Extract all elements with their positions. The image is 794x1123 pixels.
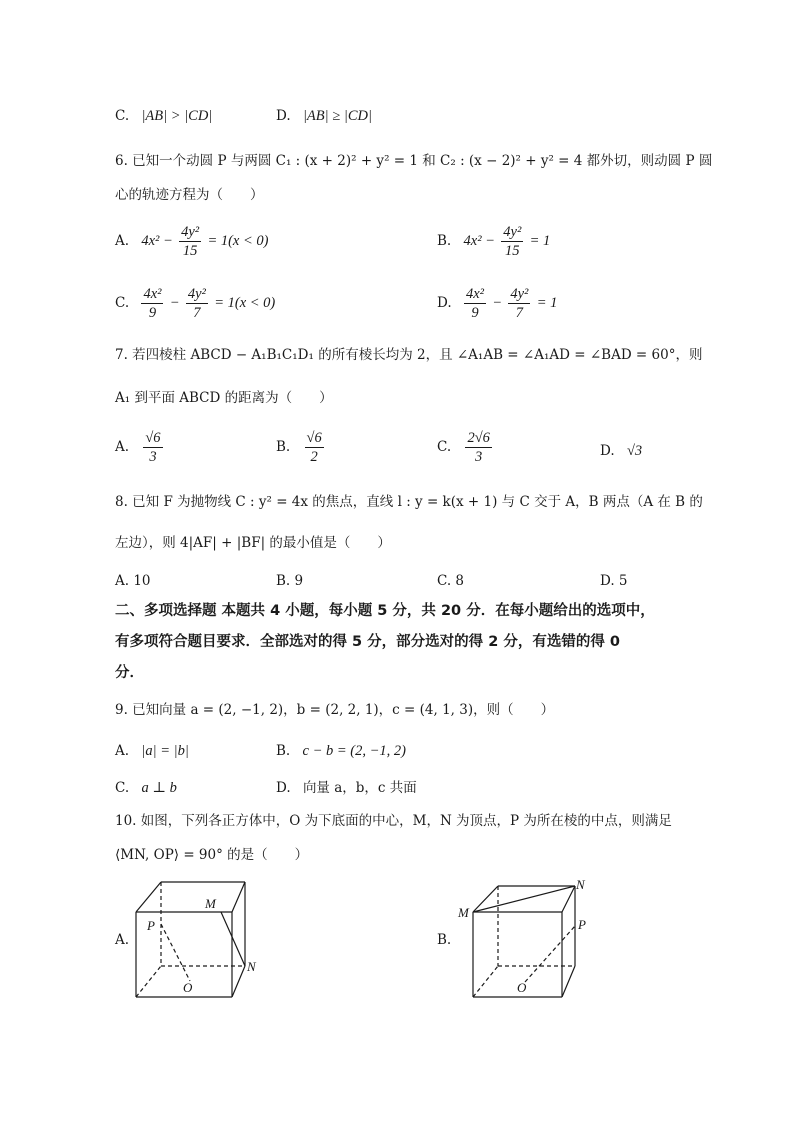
hidden-edge (473, 966, 498, 997)
option-post: = 1(x < 0) (214, 295, 276, 311)
option-pre: 4x² − (463, 233, 495, 249)
section-heading-line3: 分． (115, 665, 144, 681)
q5-option-c (115, 107, 212, 125)
q5-option-d (276, 107, 372, 125)
fraction: $\frac{\text{4x²}}{9}$ (465, 286, 484, 321)
option-value: √3 (626, 443, 643, 459)
option-post: = 1 (529, 233, 551, 249)
option-label: A. (115, 233, 130, 249)
segment-op (161, 924, 190, 981)
segment-op (525, 926, 575, 982)
fraction: $\frac{\text{4y²}}{15}$ (181, 224, 200, 259)
option-label: A. (115, 743, 130, 759)
edge (232, 966, 245, 997)
option-label: D. (276, 108, 291, 124)
q7-option-d (600, 442, 642, 460)
option-post: = 1 (536, 295, 558, 311)
q7-option-b (276, 430, 326, 465)
q9-option-a (115, 742, 189, 760)
option-expression: c − b = (2, −1, 2) (302, 743, 406, 759)
q7-option-a (115, 430, 165, 465)
q10-option-a-label: A. (115, 932, 130, 948)
option-label: C. (437, 439, 452, 455)
label-o: O (183, 980, 193, 995)
option-expression: |AB| ≥ |CD| (302, 108, 372, 124)
option-pre: 4x² − (141, 233, 173, 249)
fraction: $\frac{\text{4y²}}{7}$ (510, 286, 529, 321)
q10-stem-line2: ⟨MN, OP⟩ = 90° 的是（ ） (115, 847, 309, 863)
option-label: B. (276, 439, 291, 455)
option-expression: |AB| > |CD| (141, 108, 213, 124)
option-label: D. (600, 443, 615, 459)
minus-sign: − (492, 295, 503, 311)
segment-mn (473, 886, 575, 912)
label-n: N (247, 959, 256, 974)
q8-stem-line1: 8. 已知 F 为抛物线 C : y² = 4x 的焦点，直线 l : y = k(x + 1) 与 C 交于 A，B 两点（A 在 B 的 (115, 494, 703, 510)
label-o: O (517, 980, 527, 995)
q8-option-d: D. 5 (600, 573, 628, 589)
q8-option-a: A. 10 (115, 573, 151, 589)
label-p: P (147, 918, 155, 933)
q8-option-b: B. 9 (276, 573, 304, 589)
fraction: $\frac{2√6}{3}$ (467, 430, 490, 465)
edge (562, 886, 575, 912)
option-expression: |a| = |b| (141, 743, 189, 759)
label-m: M (205, 896, 216, 911)
q10-option-b-label: B. (437, 932, 452, 948)
section-heading-line1: 二、多项选择题 本题共 4 小题，每小题 5 分，共 20 分．在每小题给出的选项中， (115, 603, 655, 619)
fraction: $\frac{\text{4y²}}{7}$ (187, 286, 206, 321)
edge (232, 882, 245, 912)
option-label: B. (437, 233, 452, 249)
option-label: D. (276, 780, 291, 796)
label-m: M (458, 905, 469, 920)
cube-figure-a (125, 870, 265, 1005)
fraction: $\frac{\text{4y²}}{15}$ (503, 224, 522, 259)
option-label: C. (115, 295, 130, 311)
q6-stem-line2: 心的轨迹方程为（ ） (115, 187, 264, 203)
label-p: P (578, 917, 586, 932)
option-label: A. (115, 439, 130, 455)
q9-option-d (276, 779, 417, 797)
edge (562, 966, 575, 997)
option-label: D. (437, 295, 452, 311)
q8-stem-line2: 左边），则 4|AF| + |BF| 的最小值是（ ） (115, 535, 391, 551)
q7-stem-line2: A₁ 到平面 ABCD 的距离为（ ） (115, 390, 333, 406)
q10-stem-line1: 10. 如图，下列各正方体中，O 为下底面的中心，M，N 为顶点，P 为所在棱的中点，则满足 (115, 813, 672, 829)
q7-option-c (437, 430, 494, 465)
edge (473, 886, 498, 912)
q9-option-c (115, 779, 177, 797)
fraction: $\frac{√6}{2}$ (306, 430, 322, 465)
fraction: $\frac{\text{4x²}}{9}$ (143, 286, 162, 321)
option-expression: a ⊥ b (141, 780, 177, 796)
q8-option-c: C. 8 (437, 573, 465, 589)
q7-stem-line1: 7. 若四棱柱 ABCD − A₁B₁C₁D₁ 的所有棱长均为 2，且 ∠A₁AB = ∠A₁AD = ∠BAD = 60°，则 (115, 347, 703, 363)
q6-stem-line1: 6. 已知一个动圆 P 与两圆 C₁ : (x + 2)² + y² = 1 和 C₂ : (x − 2)² + y² = 4 都外切，则动圆 P 圆 (115, 153, 713, 169)
q6-option-a (115, 224, 268, 259)
q6-option-d (437, 286, 557, 321)
option-label: C. (115, 780, 130, 796)
q9-stem: 9. 已知向量 a = (2, −1, 2)，b = (2, 2, 1)，c = (4, 1, 3)，则（ ） (115, 702, 555, 718)
section-heading-line2: 有多项符合题目要求．全部选对的得 5 分，部分选对的得 2 分，有选错的得 0 (115, 634, 621, 650)
fraction: $\frac{√6}{3}$ (145, 430, 161, 465)
cube-figure-b (455, 875, 595, 1005)
q6-option-c (115, 286, 275, 321)
q6-option-b (437, 224, 550, 259)
option-expression: 向量 a，b，c 共面 (302, 780, 417, 796)
segment-mn (221, 912, 245, 966)
edge (136, 882, 161, 912)
hidden-edge (136, 966, 161, 997)
option-post: = 1(x < 0) (207, 233, 269, 249)
label-n: N (576, 877, 585, 892)
q9-option-b (276, 742, 406, 760)
option-label: B. (276, 743, 291, 759)
minus-sign: − (169, 295, 180, 311)
option-label: C. (115, 108, 130, 124)
